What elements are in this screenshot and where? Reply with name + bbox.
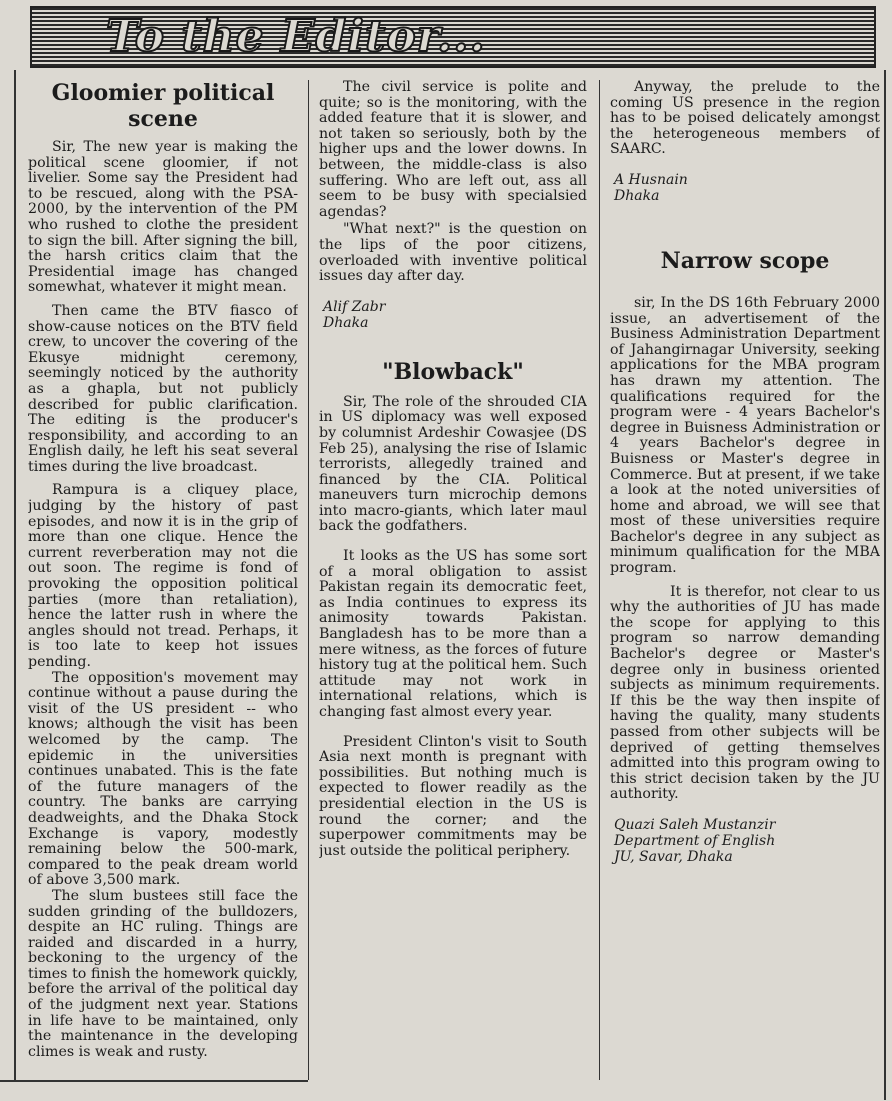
column-rule-2 xyxy=(599,80,600,1080)
banner-title: To the Editor... xyxy=(106,11,486,62)
blowback-paragraph-3: President Clinton's visit to South Asia next month is pregnant with possibilities. But nothing much is expected to flower readily as the presidential election in the US is round the corner; and the superpower commitments may be just outside the political periphery. xyxy=(319,733,587,859)
narrow-signature-place: JU, Savar, Dhaka xyxy=(614,848,733,865)
bottom-rule xyxy=(0,1080,308,1082)
gloomier-signature-place: Dhaka xyxy=(323,314,369,331)
gloomier-signature xyxy=(323,299,587,331)
narrow-signature xyxy=(614,817,880,865)
blowback-paragraph-2: It looks as the US has some sort of a moral obligation to assist Pakistan regain its democratic feet, as India continues to express its animosity towards Pakistan. Bangladesh has to be more than a mere witness, as the forces of future history tug at the political hem. Such attitude may not work in international relations, which is changing fast almost every year. xyxy=(319,548,587,720)
right-rule xyxy=(884,70,886,1100)
blowback-headline: "Blowback" xyxy=(382,358,524,385)
blowback-paragraph-4: Anyway, the prelude to the coming US presence in the region has to be poised delicately amongst the heterogeneous members of SAARC. xyxy=(610,80,880,158)
gloomier-paragraph-5: The slum bustees still face the sudden grinding of the bulldozers, despite an HC ruling. Things are raided and discarded in a hurry, beckoning to the urgency of the times to finish the homework quickly, before the arrival of the political day of the judgment next year. Stations in life have to be maintained, only the maintenance in the developing climes is weak and rusty. xyxy=(28,887,298,1060)
gloomier-signature-name: Alif Zabr xyxy=(323,298,386,315)
narrow-paragraph-1: sir, In the DS 16th February 2000 issue, an advertisement of the Business Administration Department of Jahangirnagar University, seeking applications for the MBA program has drawn my attention. The qualifications required for the program were - 4 years Bachelor's degree in Buisness Administration or 4 years Bachelor's degree in Buisness or Master's degree in Commerce. But at present, if we take a look at the noted universities of home and abroad, we will see that most of these universities require Bachelor's degree in any subject as minimum qualification for the MBA program. xyxy=(610,294,880,577)
left-rule xyxy=(14,70,16,1080)
column-3 xyxy=(610,80,880,1090)
blowback-paragraph-1: Sir, The role of the shrouded CIA in US diplomacy was well exposed by columnist Ardeshir Cowasjee (DS Feb 25), analysing the rise of Islamic terrorists, allegedly trained and financed by the CIA. Political maneuvers turn microchip demons into macro-giants, which later maul back the godfathers. xyxy=(319,393,587,535)
blowback-signature-place: Dhaka xyxy=(614,187,660,204)
narrow-signature-dept: Department of English xyxy=(614,832,776,849)
gloomier-paragraph-7: "What next?" is the question on the lips of the poor citizens, overloaded with inventive political issues day after day. xyxy=(319,221,587,285)
gloomier-paragraph-2: Then came the BTV fiasco of show-cause notices on the BTV field crew, to uncover the covering of the Ekusye midnight ceremony, seemingly noticed by the authority as a ghapla, but not publicly described for public clarification. The editing is the producer's responsibility, and according to an English daily, he left his seat several times during the live broadcast. xyxy=(28,302,298,475)
gloomier-paragraph-4: The opposition's movement may continue without a pause during the visit of the US president -- who knows; although the visit has been welcomed by the camp. The epidemic in the universities continues unabated. This is the fate of the future managers of the country. The banks are carrying deadweights, and the Dhaka Stock Exchange is vapory, modestly remaining below the 500-mark, compared to the peak dream world of above 3,500 mark. xyxy=(28,669,298,889)
gloomier-paragraph-1: Sir, The new year is making the political scene gloomier, if not livelier. Some say the President had to be rescued, along with the PSA-2000, by the intervention of the PM who rushed to clothe the president to sign the bill. After signing the bill, the harsh critics claim that the Presidential image has changed somewhat, whatever it might mean. xyxy=(28,139,298,296)
column-2 xyxy=(319,80,587,1090)
to-the-editor-banner xyxy=(30,6,876,68)
narrow-paragraph-2: It is therefor, not clear to us why the authorities of JU has made the scope for applying to this program so narrow demanding Bachelor's degree or Master's degree only in business oriented subjects as minimum requirements. If this be the way then inspite of having the quality, many students passed from other subjects will be deprived of getting themselves admitted into this program owing to this strict decision taken by the JU authority. xyxy=(610,583,880,803)
blowback-signature xyxy=(614,172,880,204)
column-rule-1 xyxy=(308,80,309,1080)
gloomier-headline: Gloomier political scene xyxy=(51,80,275,132)
gloomier-paragraph-6: The civil service is polite and quite; so is the monitoring, with the added feature that it is slower, and not taken so seriously, both by the higher ups and the lower downs. In between, the middle-class is also suffering. Who are left out, ass all seem to be busy with specialsied agendas? xyxy=(319,80,587,220)
column-1 xyxy=(28,80,298,1080)
narrow-signature-name: Quazi Saleh Mustanzir xyxy=(614,816,776,833)
gloomier-paragraph-3: Rampura is a cliquey place, judging by the history of past episodes, and now it is in the grip of more than one clique. Hence the current reverberation may not die out soon. The regime is fond of provoking the opposition political parties (more than retaliation), hence the latter rush in where the angles should not tread. Perhaps, it is too late to keep hot issues pending. xyxy=(28,482,298,670)
blowback-signature-name: A Husnain xyxy=(614,171,688,188)
narrow-scope-headline: Narrow scope xyxy=(660,247,830,274)
